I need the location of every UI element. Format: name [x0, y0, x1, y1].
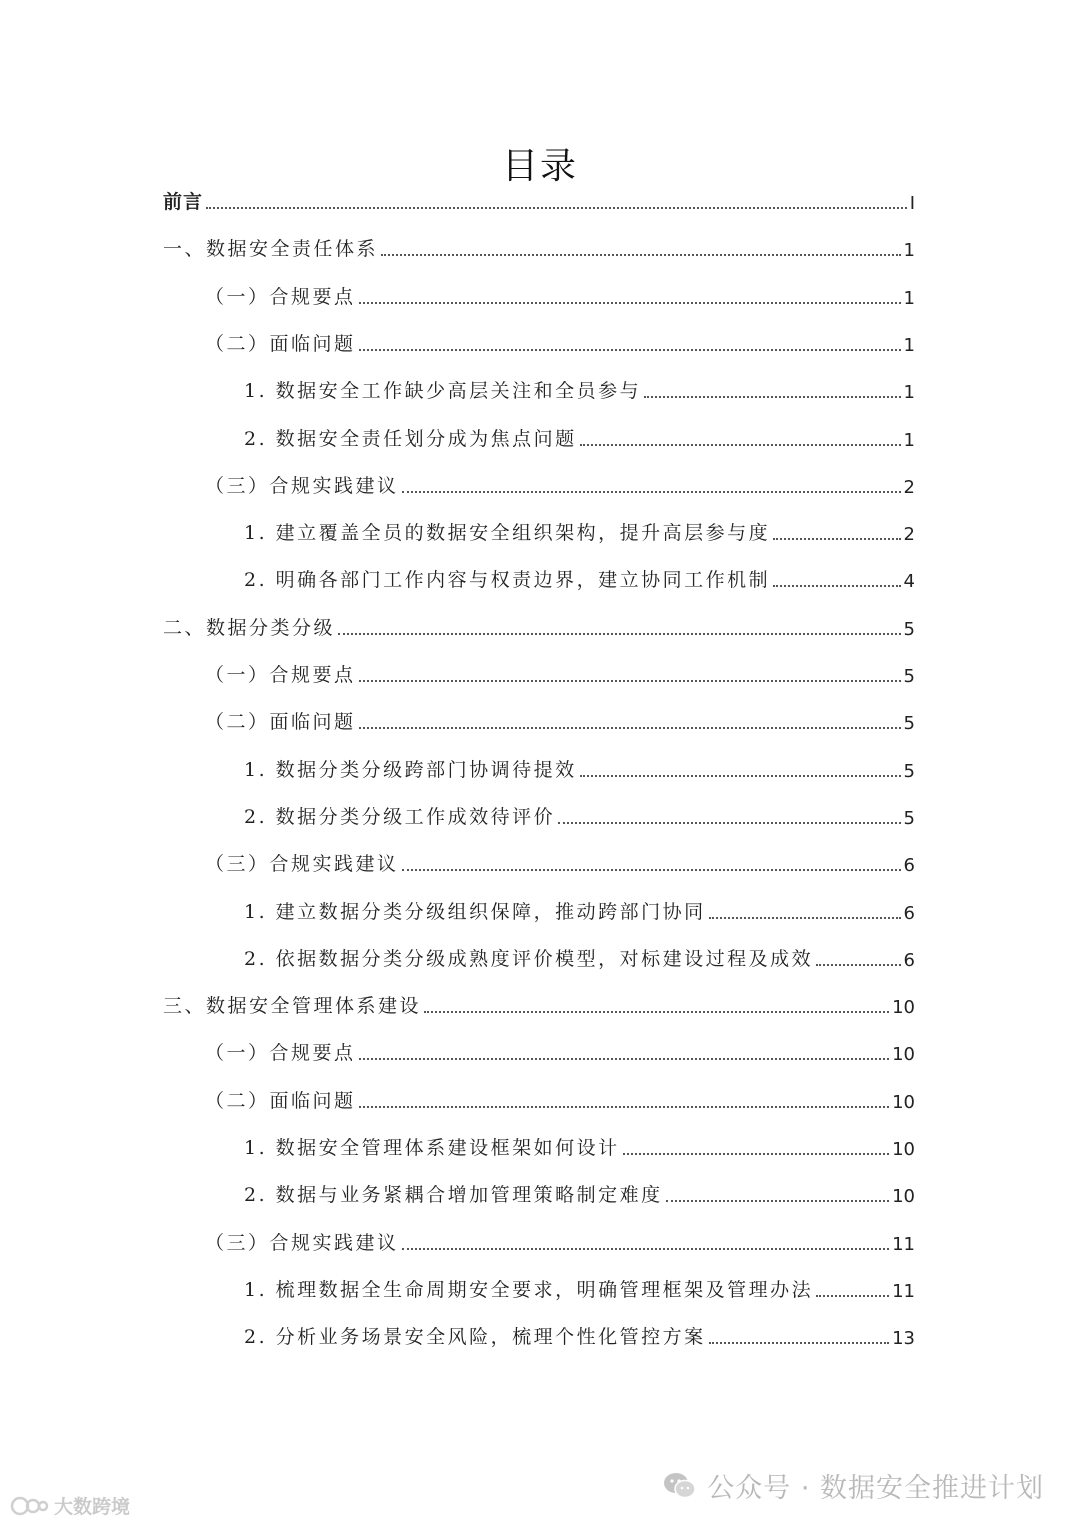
toc-label: （三）合规实践建议 [205, 474, 399, 497]
toc-entry[interactable] [244, 755, 915, 782]
toc-dot-leader [580, 775, 901, 777]
toc-page-number: 1 [903, 429, 915, 451]
toc-row[interactable] [0, 1037, 1080, 1071]
toc-entry[interactable] [205, 471, 915, 498]
toc-page-number: 6 [903, 855, 915, 877]
toc-row[interactable] [0, 186, 1080, 220]
toc-dot-leader [709, 1342, 889, 1344]
toc-label: （三）合规实践建议 [205, 1231, 399, 1254]
toc-entry[interactable] [244, 802, 915, 829]
toc-entry[interactable] [244, 897, 915, 924]
watermark-wechat [663, 1466, 1044, 1505]
toc-entry[interactable] [205, 282, 915, 309]
toc-page-number: 6 [903, 902, 915, 924]
toc-page-number: 1 [903, 240, 915, 262]
toc-page-number: 13 [892, 1328, 915, 1350]
toc-page-number: 10 [892, 1139, 915, 1160]
toc-entry[interactable] [163, 187, 915, 214]
toc-entry[interactable] [244, 424, 915, 451]
toc-page-number: 10 [892, 1091, 915, 1113]
toc-row[interactable] [0, 1321, 1080, 1355]
toc-row[interactable] [0, 423, 1080, 457]
toc-row[interactable] [0, 1274, 1080, 1308]
toc-row[interactable] [0, 517, 1080, 551]
toc-dot-leader [644, 396, 900, 398]
toc-label: 2. 明确各部门工作内容与权责边界，建立协同工作机制 [244, 569, 771, 592]
toc-page-number: 11 [892, 1233, 915, 1255]
toc-row[interactable] [0, 801, 1080, 835]
toc-entry[interactable] [244, 518, 915, 545]
toc-label: （二）面临问题 [205, 332, 356, 355]
toc-row[interactable] [0, 328, 1080, 362]
toc-page-number: 5 [903, 807, 915, 829]
toc-row[interactable] [0, 896, 1080, 930]
toc-dot-leader [558, 822, 900, 824]
toc-row[interactable] [0, 1179, 1080, 1213]
toc-row[interactable] [0, 281, 1080, 315]
toc-row[interactable] [0, 1227, 1080, 1261]
toc-page-number: 5 [903, 618, 915, 640]
toc-page-number: 2 [903, 476, 915, 498]
toc-page-number: 5 [903, 713, 915, 735]
toc-row[interactable] [0, 612, 1080, 646]
toc-entry[interactable] [205, 849, 915, 876]
toc-dot-leader [359, 302, 901, 304]
toc-row[interactable] [0, 848, 1080, 882]
toc-page-number: 5 [903, 666, 915, 687]
toc-label: （二）面临问题 [205, 1089, 356, 1112]
toc-label: 1. 数据安全管理体系建设框架如何设计 [244, 1137, 620, 1159]
toc-page-number: 1 [903, 382, 915, 404]
toc-page-number: 6 [903, 949, 915, 971]
toc-page-number: 10 [892, 1186, 915, 1208]
toc-label: 2. 数据分类分级工作成效待评价 [244, 805, 556, 828]
toc-label: 2. 数据安全责任划分成为焦点问题 [244, 427, 577, 450]
toc-dot-leader [359, 727, 901, 729]
toc-dot-leader [402, 1248, 890, 1250]
toc-entry[interactable] [205, 1038, 915, 1065]
toc-entry[interactable] [163, 234, 915, 261]
toc-label: 1. 梳理数据全生命周期安全要求，明确管理框架及管理办法 [244, 1278, 814, 1301]
toc-row[interactable] [0, 990, 1080, 1024]
toc-page-number: 10 [892, 997, 915, 1019]
toc-row[interactable] [0, 470, 1080, 504]
toc-label: （一）合规要点 [205, 1042, 356, 1065]
toc-dot-leader [816, 964, 900, 966]
toc-dot-leader [359, 349, 901, 351]
brand-logo-icon [10, 1495, 50, 1517]
toc-entry[interactable] [244, 1133, 915, 1160]
toc-label: 三、数据安全管理体系建设 [163, 995, 422, 1018]
toc-dot-leader [623, 1153, 889, 1155]
toc-row[interactable] [0, 1085, 1080, 1119]
toc-page-number: 10 [892, 1044, 915, 1066]
toc-dot-leader [381, 254, 901, 256]
toc-label: 1. 建立覆盖全员的数据安全组织架构，提升高层参与度 [244, 522, 771, 545]
toc-row[interactable] [0, 233, 1080, 267]
toc-entry[interactable] [205, 1086, 915, 1113]
toc-label: 1. 数据分类分级跨部门协调待提效 [244, 758, 577, 781]
toc-dot-leader [402, 869, 901, 871]
toc-dot-leader [206, 207, 907, 209]
toc-dot-leader [424, 1011, 889, 1013]
toc-label: （一）合规要点 [205, 664, 356, 686]
toc-label: 2. 数据与业务紧耦合增加管理策略制定难度 [244, 1184, 663, 1207]
toc-row[interactable] [0, 564, 1080, 598]
toc-entry[interactable] [205, 1228, 915, 1255]
toc-entry[interactable] [244, 1180, 915, 1207]
page-title: 目录 [501, 146, 578, 187]
toc-dot-leader [773, 585, 900, 587]
toc-entry[interactable] [244, 1322, 915, 1349]
toc-entry[interactable] [163, 613, 915, 640]
toc-dot-leader [359, 1058, 890, 1060]
toc-label: 1. 建立数据分类分级组织保障，推动跨部门协同 [244, 900, 706, 923]
toc-dot-leader [359, 680, 901, 682]
toc-label: （三）合规实践建议 [205, 853, 399, 876]
toc-row[interactable] [0, 375, 1080, 409]
toc-dot-leader [666, 1200, 889, 1202]
toc-dot-leader [816, 1295, 889, 1297]
toc-label: （一）合规要点 [205, 285, 356, 308]
toc-label: 2. 依据数据分类分级成熟度评价模型，对标建设过程及成效 [244, 947, 814, 970]
watermark-brand-text: 大数跨境 [54, 1496, 131, 1518]
toc-row[interactable] [0, 706, 1080, 740]
toc-entry[interactable] [244, 944, 915, 971]
toc-label: （二）面临问题 [205, 711, 356, 734]
toc-label: 一、数据安全责任体系 [163, 238, 379, 261]
toc-dot-leader [709, 917, 901, 919]
toc-page-number: I [909, 193, 915, 214]
toc-entry[interactable] [205, 707, 915, 734]
toc-page-number: 1 [903, 287, 915, 309]
toc-row[interactable] [0, 659, 1080, 693]
toc-label: 1. 数据安全工作缺少高层关注和全员参与 [244, 380, 642, 403]
toc-page-number: 11 [892, 1280, 915, 1302]
toc-row[interactable] [0, 943, 1080, 977]
toc-dot-leader [773, 538, 900, 540]
toc-entry[interactable] [205, 329, 915, 356]
toc-row[interactable] [0, 1132, 1080, 1166]
toc-label: 前言 [163, 191, 204, 213]
toc-page-number: 4 [903, 571, 915, 593]
toc-page-number: 1 [903, 334, 915, 356]
toc-entry[interactable] [244, 1275, 915, 1302]
watermark-brand [10, 1492, 130, 1519]
toc-row[interactable] [0, 754, 1080, 788]
watermark-text: 公众号 · 数据安全推进计划 [707, 1473, 1044, 1504]
toc-dot-leader [359, 1106, 890, 1108]
toc-entry[interactable] [244, 565, 915, 592]
toc-entry[interactable] [163, 991, 915, 1018]
toc-dot-leader [580, 444, 901, 446]
toc-entry[interactable] [205, 660, 915, 687]
toc-dot-leader [402, 491, 901, 493]
toc-page-number: 2 [903, 524, 915, 546]
toc-label: 二、数据分类分级 [163, 616, 336, 639]
toc-page-number: 5 [903, 760, 915, 782]
wechat-icon [663, 1471, 697, 1501]
toc-dot-leader [338, 633, 901, 635]
toc-label: 2. 分析业务场景安全风险，梳理个性化管控方案 [244, 1326, 706, 1349]
toc-entry[interactable] [244, 376, 915, 403]
